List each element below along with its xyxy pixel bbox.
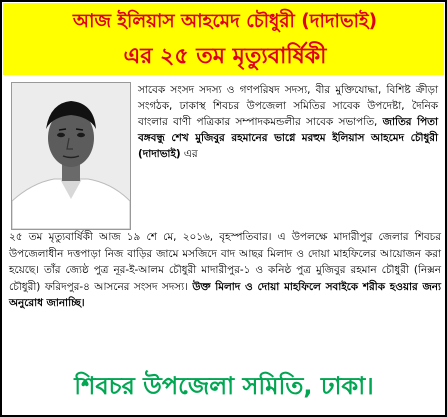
details-paragraph — [9, 229, 441, 312]
intro-paragraph — [138, 82, 438, 162]
details-text: ২৫ তম মৃত্যুবার্ষিকী আজ ১৯ শে মে, ২০১৬, বৃহস্পতিবার। এ উপলক্ষে মাদারীপুর জেলার শিবচর উপজেলাধীন দত্তপাড়া নিজ বাড়ির জামে মসজিদে বাদ আছর মিলাদ ও দোয়া মাহফিলের আয়োজন করা হয়েছে। তাঁর জ্যেষ্ঠ পুত্র নূর-ই-আলম চৌধুরী মাদারীপুর-১ ও কনিষ্ঠ পুত্র মুজিবুর রহমান চৌধুরী (নিক্সন চৌধুরী) ফরিদপুর-৪ আসনের সংসদ সদস্য। — [9, 231, 441, 293]
intro-text: সাবেক সংসদ সদস্য ও গণপরিষদ সদস্য, বীর মুক্তিযোদ্ধা, বিশিষ্ট ক্রীড়া সংগঠক, ঢাকাস্থ শিবচর উপজেলা সমিতির সাবেক উপদেষ্টা, দৈনিক বাংলার বাণী পত্রিকার সম্পাদকমন্ডলীর সাবেক সভাপতি, — [138, 84, 438, 129]
portrait-illustration — [12, 83, 130, 229]
relation-text: জাতির পিতা বঙ্গবন্ধু শেখ মুজিবুর রহমানের ভাগ্নে — [138, 116, 438, 145]
name-suffix: এর — [180, 148, 198, 161]
title-banner — [3, 3, 444, 75]
portrait-photo — [11, 82, 131, 230]
title-line-name: আজ ইলিয়াস আহমেদ চৌধুরী (দাদাভাই) — [72, 11, 378, 32]
title-line-anniversary: এর ২৫ তম মৃত্যুবার্ষিকী — [123, 44, 327, 69]
invitation-text: উক্ত মিলাদ ও দোয়া মাহফিলে সবাইকে শরীক হওয়ার জন্য অনুরোধ জানাচ্ছি। — [9, 280, 441, 309]
deceased-name: মরহুম ইলিয়াস আহমেদ চৌধুরী (দাদাভাই) — [138, 132, 438, 161]
organization-name: শিবচর উপজেলা সমিতি, ঢাকা। — [74, 372, 374, 400]
